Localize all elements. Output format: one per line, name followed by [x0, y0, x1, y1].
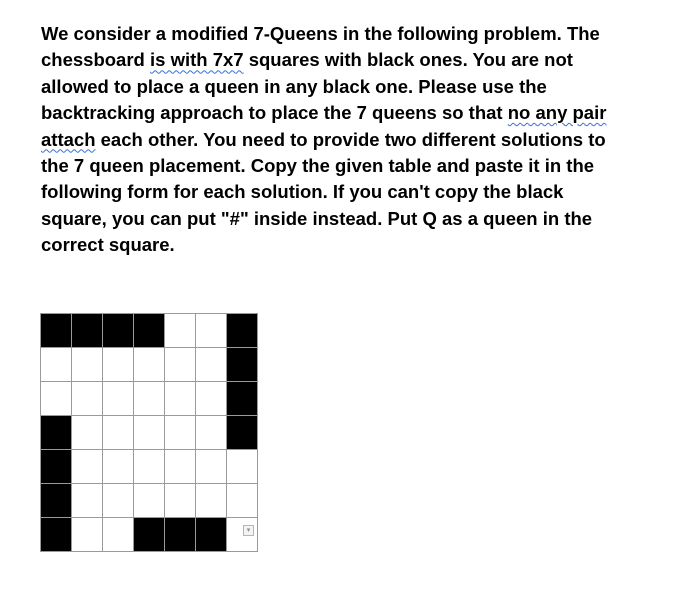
white-square[interactable]	[103, 450, 133, 483]
white-square[interactable]	[103, 348, 133, 381]
problem-line	[41, 127, 661, 153]
problem-line	[41, 232, 661, 258]
white-square[interactable]	[103, 382, 133, 415]
white-square[interactable]	[196, 314, 226, 347]
text-segment: allowed to place a queen in any black one. Please use the	[41, 75, 547, 97]
black-square[interactable]	[103, 314, 133, 347]
white-square[interactable]	[134, 382, 164, 415]
white-square[interactable]	[134, 348, 164, 381]
flagged-phrase: is with 7x7	[150, 49, 244, 71]
problem-line	[41, 206, 661, 232]
problem-line	[41, 153, 661, 179]
problem-line	[41, 100, 661, 126]
flagged-phrase: attach	[41, 128, 96, 150]
chessboard-table[interactable]	[40, 313, 258, 552]
text-segment: square, you can put "#" inside instead. Put Q as a queen in the	[41, 207, 593, 229]
white-square[interactable]	[72, 484, 102, 517]
text-segment: following form for each solution. If you can't copy the black	[41, 181, 564, 203]
black-square[interactable]	[227, 314, 257, 347]
black-square[interactable]	[41, 484, 71, 517]
white-square[interactable]	[134, 416, 164, 449]
white-square[interactable]	[196, 348, 226, 381]
text-segment: backtracking approach to place the 7 queens so that	[41, 102, 508, 124]
black-square[interactable]	[196, 518, 226, 551]
white-square[interactable]	[103, 484, 133, 517]
white-square[interactable]	[72, 450, 102, 483]
white-square[interactable]	[165, 348, 195, 381]
white-square[interactable]	[72, 416, 102, 449]
black-square[interactable]	[134, 518, 164, 551]
white-square[interactable]	[134, 450, 164, 483]
black-square[interactable]	[41, 450, 71, 483]
text-segment: correct square.	[41, 234, 175, 256]
white-square[interactable]	[227, 484, 257, 517]
white-square[interactable]	[196, 416, 226, 449]
white-square[interactable]	[103, 518, 133, 551]
black-square[interactable]	[227, 348, 257, 381]
white-square[interactable]	[165, 416, 195, 449]
white-square[interactable]	[196, 484, 226, 517]
white-square[interactable]	[134, 484, 164, 517]
problem-statement	[41, 21, 661, 259]
white-square[interactable]	[196, 382, 226, 415]
black-square[interactable]	[41, 416, 71, 449]
white-square[interactable]	[196, 450, 226, 483]
problem-line	[41, 21, 661, 47]
flagged-phrase: no any pair	[507, 102, 607, 124]
white-square[interactable]	[41, 382, 71, 415]
white-square[interactable]	[72, 382, 102, 415]
black-square[interactable]	[41, 314, 71, 347]
black-square[interactable]	[72, 314, 102, 347]
problem-line	[41, 47, 661, 73]
white-square[interactable]	[41, 348, 71, 381]
black-square[interactable]	[227, 416, 257, 449]
white-square[interactable]	[165, 382, 195, 415]
white-square[interactable]	[227, 518, 257, 551]
text-segment: each other. You need to provide two different solutions to	[95, 128, 606, 150]
black-square[interactable]	[227, 382, 257, 415]
white-square[interactable]	[165, 450, 195, 483]
text-segment: We consider a modified 7-Queens in the following problem. The	[41, 23, 600, 44]
white-square[interactable]	[227, 450, 257, 483]
white-square[interactable]	[165, 314, 195, 347]
black-square[interactable]	[134, 314, 164, 347]
text-segment: chessboard	[41, 49, 150, 71]
text-segment: the 7 queen placement. Copy the given table and paste it in the	[41, 155, 595, 177]
problem-line	[41, 74, 661, 100]
problem-line	[41, 179, 661, 205]
black-square[interactable]	[165, 518, 195, 551]
white-square[interactable]	[165, 484, 195, 517]
chevron-down-icon[interactable]: ▾	[243, 525, 254, 536]
white-square[interactable]	[103, 416, 133, 449]
white-square[interactable]	[72, 518, 102, 551]
white-square[interactable]	[72, 348, 102, 381]
text-segment: squares with black ones. You are not	[243, 49, 573, 71]
black-square[interactable]	[41, 518, 71, 551]
